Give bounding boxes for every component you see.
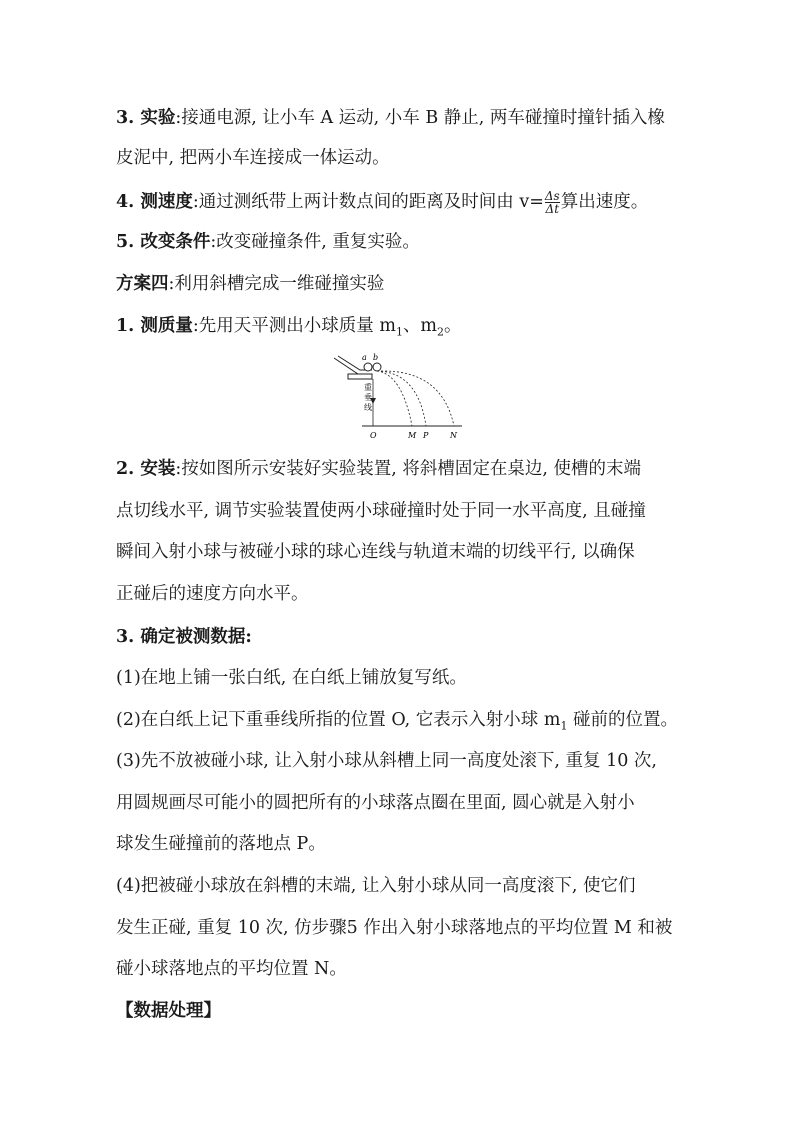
- substep-3-line2: [116, 791, 635, 815]
- step3-text-1: :接通电源, 让小车 A 运动, 小车 B 静止, 两车碰撞时撞针插入橡: [175, 108, 665, 128]
- substep-2-text-end: 碰前的位置。: [567, 710, 679, 730]
- substep-3-line3: [116, 832, 326, 856]
- substep-3-text-1: (3)先不放被碰小球, 让入射小球从斜槽上同一高度处滚下, 重复 10 次,: [116, 751, 657, 771]
- substep-4-line3: [116, 957, 347, 981]
- mass-separator: 、m: [402, 316, 438, 336]
- data-processing-label: 【数据处理】: [116, 1001, 221, 1021]
- install-line3: [116, 540, 635, 564]
- step5-label: 5. 改变条件: [116, 232, 211, 252]
- install-text-2: 点切线水平, 调节实验装置使两小球碰撞时处于同一水平高度, 且碰撞: [116, 501, 646, 521]
- plumb-char-2: 垂: [364, 393, 372, 402]
- ball-b: [373, 363, 381, 371]
- install-text-1: :按如图所示安装好实验装置, 将斜槽固定在桌边, 使槽的末端: [175, 459, 642, 479]
- substep-3-line1: [116, 749, 657, 773]
- install-text-4: 正碰后的速度方向水平。: [116, 584, 309, 604]
- step5-line: [116, 230, 420, 254]
- plan4-line: [116, 272, 384, 296]
- mass-end: 。: [444, 316, 462, 336]
- plan4-text: :利用斜槽完成一维碰撞实验: [168, 274, 385, 294]
- substep-3-text-3: 球发生碰撞前的落地点 P。: [116, 834, 326, 854]
- substep-4-text-2: 发生正碰, 重复 10 次, 仿步骤5 作出入射小球落地点的平均位置 M 和被: [116, 918, 673, 938]
- point-m-label: M: [408, 431, 417, 440]
- plan4-label: 方案四: [116, 274, 169, 294]
- plumb-char-1: 重: [364, 383, 372, 392]
- measure-mass-label: 1. 测质量: [116, 316, 193, 336]
- point-o-label: O: [370, 431, 377, 440]
- substep-3-text-2: 用圆规画尽可能小的圆把所有的小球落点圈在里面, 圆心就是入射小: [116, 793, 635, 813]
- ball-a-label: a: [362, 353, 367, 362]
- step3-label: 3. 实验: [116, 108, 176, 128]
- measure-mass-line: [116, 314, 462, 345]
- step3-line1: [116, 106, 665, 130]
- trajectory-n: [381, 371, 454, 426]
- measure-mass-text: :先用天平测出小球质量 m: [192, 316, 396, 336]
- step4-text: :通过测纸带上两计数点间的距离及时间由 v=: [192, 192, 544, 212]
- substep-2-text: (2)在白纸上记下重垂线所指的位置 O, 它表示入射小球 m: [116, 710, 561, 730]
- data-processing-heading: [116, 999, 221, 1023]
- install-label: 2. 安装: [116, 459, 176, 479]
- fraction-denominator: Δt: [545, 202, 560, 216]
- install-text-3: 瞬间入射小球与被碰小球的球心连线与轨道末端的切线平行, 以确保: [116, 542, 635, 562]
- substep-2-subscript: 1: [560, 719, 568, 733]
- substep-1-text: (1)在地上铺一张白纸, 在白纸上铺放复写纸。: [116, 668, 467, 688]
- determine-data-label: 3. 确定被测数据: [116, 627, 246, 647]
- substep-4-text-1: (4)把被碰小球放在斜槽的末端, 让入射小球从同一高度滚下, 使它们: [116, 876, 636, 896]
- substep-4-text-3: 碰小球落地点的平均位置 N。: [116, 959, 347, 979]
- point-n-label: N: [450, 431, 457, 440]
- substep-4-line2: [116, 916, 672, 940]
- determine-data-heading: [116, 625, 252, 649]
- point-p-label: P: [423, 431, 429, 440]
- fraction-numerator: Δs: [544, 189, 560, 203]
- ball-a: [364, 363, 372, 371]
- plumb-char-3: 线: [364, 403, 372, 412]
- determine-data-colon: :: [245, 627, 252, 647]
- chute-table: [348, 374, 372, 379]
- m1-subscript: 1: [395, 325, 403, 339]
- ball-b-label: b: [373, 353, 379, 362]
- step3-text-2: 皮泥中, 把两小车连接成一体运动。: [116, 148, 390, 168]
- trajectory-m: [377, 371, 412, 426]
- substep-4-line1: [116, 874, 636, 898]
- trajectory-p: [377, 371, 426, 426]
- install-line4: [116, 582, 309, 606]
- step4-label: 4. 测速度: [116, 192, 193, 212]
- step5-text: :改变碰撞条件, 重复实验。: [210, 232, 420, 252]
- chute-apparatus-diagram: [332, 352, 466, 442]
- install-line2: [116, 499, 646, 523]
- m2-subscript: 2: [437, 325, 445, 339]
- install-line1: [116, 457, 641, 481]
- substep-2: [116, 708, 678, 739]
- velocity-fraction: [545, 190, 560, 215]
- step4-line: [116, 190, 648, 215]
- substep-1: [116, 666, 467, 690]
- step3-line2: [116, 146, 390, 170]
- step4-text-after: 算出速度。: [560, 192, 649, 212]
